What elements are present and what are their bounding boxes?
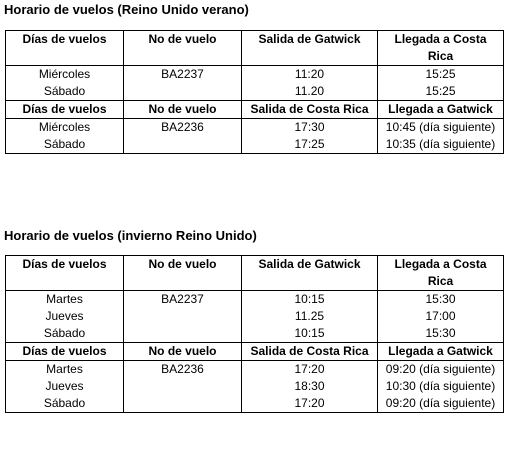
header-flight-days: Días de vuelos — [6, 343, 124, 361]
flight-number-cell: BA2236 — [124, 119, 242, 154]
departure-cell — [242, 291, 378, 343]
departure-time: 17:30 — [294, 120, 325, 134]
day: Sábado — [43, 326, 86, 340]
arrival-time: 15:25 — [425, 84, 456, 98]
day: Miércoles — [38, 120, 91, 134]
day: Miércoles — [38, 67, 91, 81]
summer-outbound-header-row — [6, 31, 504, 66]
header-arrival-costa-rica: Llegada a Costa Rica — [378, 31, 504, 66]
header-flight-days: Días de vuelos — [6, 31, 124, 66]
summer-schedule-title: Horario de vuelos (Reino Unido verano) — [4, 2, 249, 17]
arrival-time: 17:00 — [425, 309, 456, 323]
arrival-time: 15:30 — [425, 326, 456, 340]
summer-outbound-row — [6, 66, 504, 101]
arrival-time: 10:35 (día siguiente) — [385, 137, 496, 151]
days-cell — [6, 361, 124, 413]
arrival-time: 10:45 (día siguiente) — [385, 120, 496, 134]
arrival-time: 09:20 (día siguiente) — [385, 362, 496, 376]
arrival-time: 10:30 (día siguiente) — [385, 379, 496, 393]
day: Jueves — [45, 309, 84, 323]
departure-time: 10:15 — [294, 292, 325, 306]
winter-return-row — [6, 361, 504, 413]
days-cell — [6, 66, 124, 101]
flight-number-cell: BA2237 — [124, 66, 242, 101]
arrival-time: 15:30 — [425, 292, 456, 306]
departure-cell — [242, 119, 378, 154]
day: Sábado — [43, 137, 86, 151]
header-flight-number: No de vuelo — [124, 256, 242, 291]
header-flight-number: No de vuelo — [124, 31, 242, 66]
arrival-cell — [378, 291, 504, 343]
day: Sábado — [43, 84, 86, 98]
departure-cell — [242, 66, 378, 101]
header-arrival-gatwick: Llegada a Gatwick — [378, 101, 504, 119]
flight-number-cell: BA2237 — [124, 291, 242, 343]
header-flight-number: No de vuelo — [124, 343, 242, 361]
arrival-time: 09:20 (día siguiente) — [385, 396, 496, 410]
arrival-cell — [378, 361, 504, 413]
departure-time: 11:20 — [294, 67, 325, 81]
arrival-cell — [378, 119, 504, 154]
header-arrival-costa-rica: Llegada a Costa Rica — [378, 256, 504, 291]
header-departure-gatwick: Salida de Gatwick — [242, 256, 378, 291]
departure-time: 17:20 — [294, 362, 325, 376]
departure-time: 18:30 — [294, 379, 325, 393]
summer-return-row — [6, 119, 504, 154]
summer-schedule-table — [5, 30, 504, 154]
departure-time: 11.20 — [294, 84, 325, 98]
arrival-time: 15:25 — [425, 67, 456, 81]
header-arrival-gatwick: Llegada a Gatwick — [378, 343, 504, 361]
winter-schedule-table — [5, 255, 504, 413]
days-cell — [6, 119, 124, 154]
day: Martes — [46, 362, 83, 376]
departure-time: 11.25 — [294, 309, 325, 323]
day: Martes — [46, 292, 83, 306]
header-departure-costa-rica: Salida de Costa Rica — [242, 101, 378, 119]
day: Sábado — [43, 396, 86, 410]
winter-schedule-title: Horario de vuelos (invierno Reino Unido) — [4, 228, 257, 243]
header-departure-gatwick: Salida de Gatwick — [242, 31, 378, 66]
departure-time: 10:15 — [294, 326, 325, 340]
summer-return-header-row — [6, 101, 504, 119]
header-flight-days: Días de vuelos — [6, 256, 124, 291]
departure-cell — [242, 361, 378, 413]
days-cell — [6, 291, 124, 343]
departure-time: 17:25 — [294, 137, 325, 151]
header-departure-costa-rica: Salida de Costa Rica — [242, 343, 378, 361]
flight-number-cell: BA2236 — [124, 361, 242, 413]
day: Jueves — [45, 379, 84, 393]
winter-outbound-row — [6, 291, 504, 343]
winter-outbound-header-row — [6, 256, 504, 291]
header-flight-number: No de vuelo — [124, 101, 242, 119]
arrival-cell — [378, 66, 504, 101]
departure-time: 17:20 — [294, 396, 325, 410]
winter-return-header-row — [6, 343, 504, 361]
header-flight-days: Días de vuelos — [6, 101, 124, 119]
